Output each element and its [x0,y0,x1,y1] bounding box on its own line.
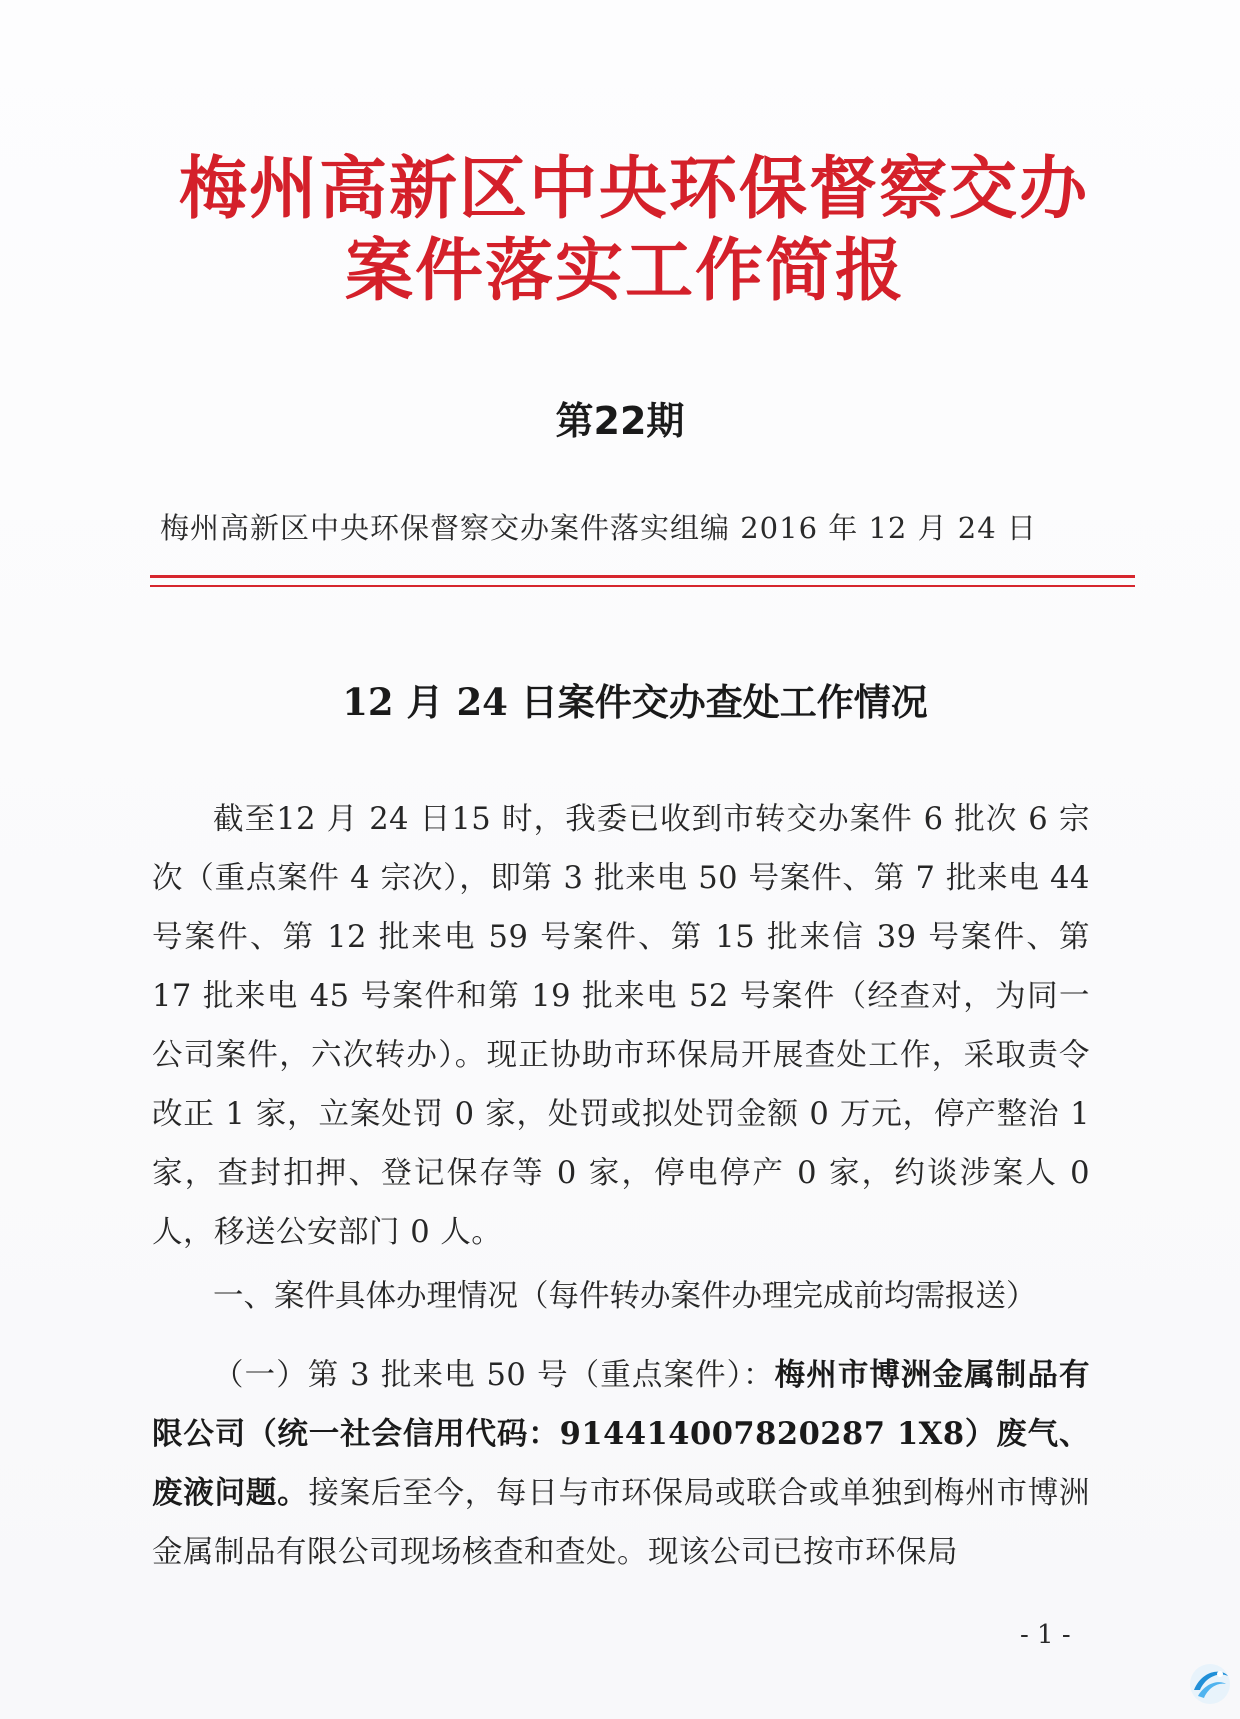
summary-paragraph: 截至12 月 24 日15 时，我委已收到市转交办案件 6 批次 6 宗次（重点案件 4 宗次），即第 3 批来电 50 号案件、第 7 批来电 44 号案件、第 12 批来电 59 号案件、第 15 批来信 39 号案件、第 17 批来电 45 号案件和第 19 批来电 52 号案件（经查对，为同一公司案件，六次转办）。现正协助市环保局开展查处工作，采取责令改正 1 家，立案处罚 0 家，处罚或拟处罚金额 0 万元，停产整治 1 家，查封扣押、登记保存等 0 家，停电停产 0 家，约谈涉案人 0 人，移送公安部门 0 人。 [152,802,1090,1250]
swirl-logo-icon [1186,1660,1234,1708]
red-divider-thin [150,585,1135,587]
case-company-bold: 梅州市博洲金属制品有限公司（统一社会信用代码：914414007820287 1X8）废气、废液问题。 [152,1357,1091,1511]
case-paragraph [152,1346,1090,1582]
case-prefix: （一）第 3 批来电 50 号（重点案件）： [213,1358,775,1393]
document-title-line-1: 梅州高新区中央环保督察交办 [178,150,1089,229]
document-title-line-2: 案件落实工作简报 [344,232,905,311]
section-one-heading: 一、案件具体办理情况（每件转办案件办理完成前均需报送） [213,1279,1037,1314]
red-divider-thick [150,575,1135,578]
issue-number: 第22期 [555,399,685,443]
case-rest: 接案后至今，每日与市环保局或联合或单独到梅州市博洲金属制品有限公司现场核查和查处。现该公司已按市环保局 [152,1476,1091,1570]
report-heading: 12 月 24 日案件交办查处工作情况 [342,680,928,724]
editor-date-line: 梅州高新区中央环保督察交办案件落实组编 2016 年 12 月 24 日 [160,511,1037,545]
page-number: - 1 - [1020,1620,1071,1650]
